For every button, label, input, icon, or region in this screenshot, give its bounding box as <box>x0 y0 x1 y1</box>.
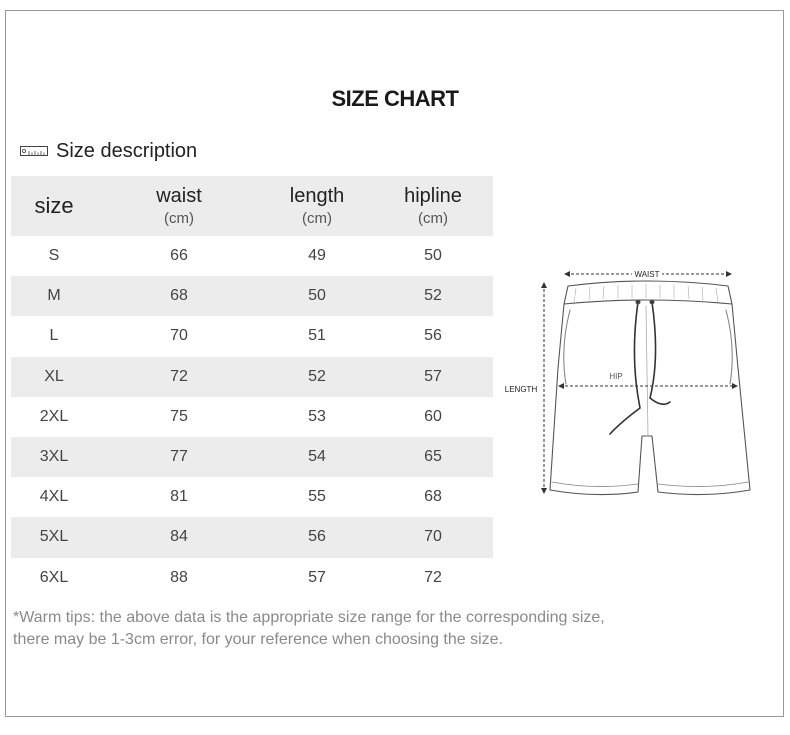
cell-length: 52 <box>261 357 373 397</box>
header-label: hipline <box>404 185 462 207</box>
cell-length: 53 <box>308 407 326 425</box>
table-row <box>11 477 493 517</box>
cell-waist: 84 <box>97 517 261 557</box>
table-row <box>11 558 493 598</box>
hip-label: HIP <box>609 372 623 381</box>
shorts-waistband <box>564 281 732 304</box>
cell-hipline: 50 <box>424 247 442 265</box>
header-label: length <box>289 185 345 207</box>
page-title: SIZE CHART <box>331 86 459 111</box>
table-row <box>11 236 493 276</box>
cell-length: 54 <box>261 437 373 477</box>
header-length <box>261 176 373 236</box>
waist-label: WAIST <box>634 270 660 279</box>
header-waist <box>97 176 261 236</box>
ruler-icon <box>20 146 48 156</box>
cell-hipline: 56 <box>424 327 442 345</box>
shorts-diagram <box>500 258 770 508</box>
cell-size: M <box>11 276 97 316</box>
warm-tips-line-1: *Warm tips: the above data is the appropriate size range for the corresponding size, <box>13 609 605 626</box>
warm-tips-line-2: there may be 1-3cm error, for your reference when choosing the size. <box>13 631 504 648</box>
cell-size: 3XL <box>11 437 97 477</box>
section-label: Size description <box>56 139 198 162</box>
cell-size: L <box>49 327 59 345</box>
cell-hipline: 57 <box>373 357 493 397</box>
cell-length: 56 <box>261 517 373 557</box>
table-row <box>11 276 493 316</box>
cell-waist: 75 <box>170 407 188 425</box>
cell-hipline: 65 <box>373 437 493 477</box>
table-row <box>11 517 493 557</box>
cell-size: 4XL <box>39 488 69 506</box>
cell-hipline: 70 <box>373 517 493 557</box>
header-unit: (cm) <box>164 210 194 227</box>
length-label: LENGTH <box>504 385 538 394</box>
size-table <box>11 176 493 598</box>
cell-size: 2XL <box>39 407 69 425</box>
cell-waist: 70 <box>170 327 188 345</box>
cell-size: 5XL <box>11 517 97 557</box>
table-row <box>11 397 493 437</box>
cell-size: S <box>48 247 60 265</box>
table-header-row <box>11 176 493 236</box>
cell-hipline: 60 <box>424 407 442 425</box>
cell-waist: 77 <box>97 437 261 477</box>
cell-size: XL <box>11 357 97 397</box>
shorts-outline <box>550 304 750 495</box>
cell-hipline: 72 <box>424 568 442 586</box>
warm-tips <box>13 607 713 651</box>
cell-waist: 72 <box>97 357 261 397</box>
cell-waist: 88 <box>170 568 188 586</box>
table-row <box>11 437 493 477</box>
drawstring <box>610 302 640 434</box>
cell-waist: 81 <box>170 488 188 506</box>
cell-size: 6XL <box>39 568 69 586</box>
cell-length: 55 <box>308 488 326 506</box>
cell-waist: 66 <box>170 247 188 265</box>
header-unit: (cm) <box>302 210 332 227</box>
cell-length: 49 <box>308 247 326 265</box>
table-row <box>11 316 493 356</box>
header-label: waist <box>156 185 202 207</box>
cell-length: 51 <box>308 327 326 345</box>
header-label: size <box>34 193 74 218</box>
cell-waist: 68 <box>97 276 261 316</box>
header-size <box>11 176 97 236</box>
table-row <box>11 357 493 397</box>
size-description-heading <box>20 139 197 163</box>
header-hipline <box>373 176 493 236</box>
cell-length: 50 <box>261 276 373 316</box>
cell-hipline: 52 <box>373 276 493 316</box>
cell-length: 57 <box>308 568 326 586</box>
cell-hipline: 68 <box>424 488 442 506</box>
header-unit: (cm) <box>418 210 448 227</box>
